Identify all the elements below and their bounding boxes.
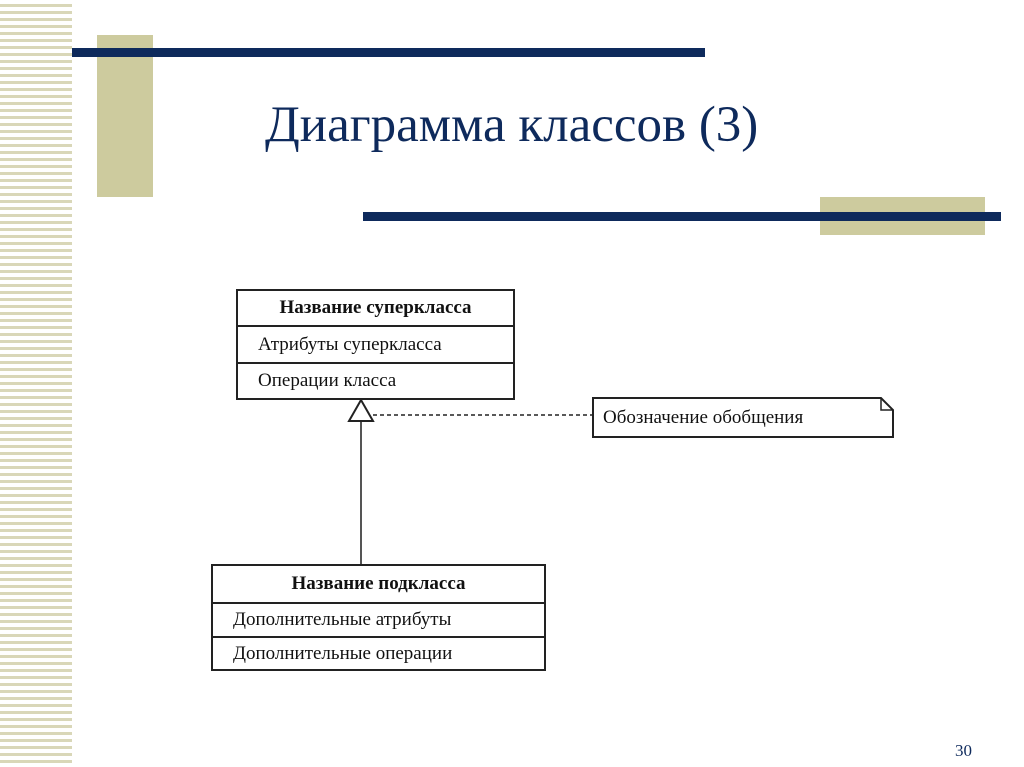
superclass-box — [236, 289, 515, 400]
subclass-box — [211, 564, 546, 671]
page-number: 30 — [955, 741, 972, 760]
subclass-attributes: Дополнительные атрибуты — [213, 604, 544, 638]
slide-title: Диаграмма классов (3) — [265, 97, 759, 153]
superclass-operations: Операции класса — [258, 370, 397, 391]
generalization-note: Обозначение обобщения — [603, 406, 804, 428]
subclass-name: Название подкласса — [213, 566, 544, 604]
superclass-attributes: Атрибуты суперкласса — [238, 327, 513, 364]
generalization-arrowhead — [349, 400, 373, 421]
subclass-operations: Дополнительные операции — [233, 642, 453, 664]
superclass-name: Название суперкласса — [238, 291, 513, 327]
